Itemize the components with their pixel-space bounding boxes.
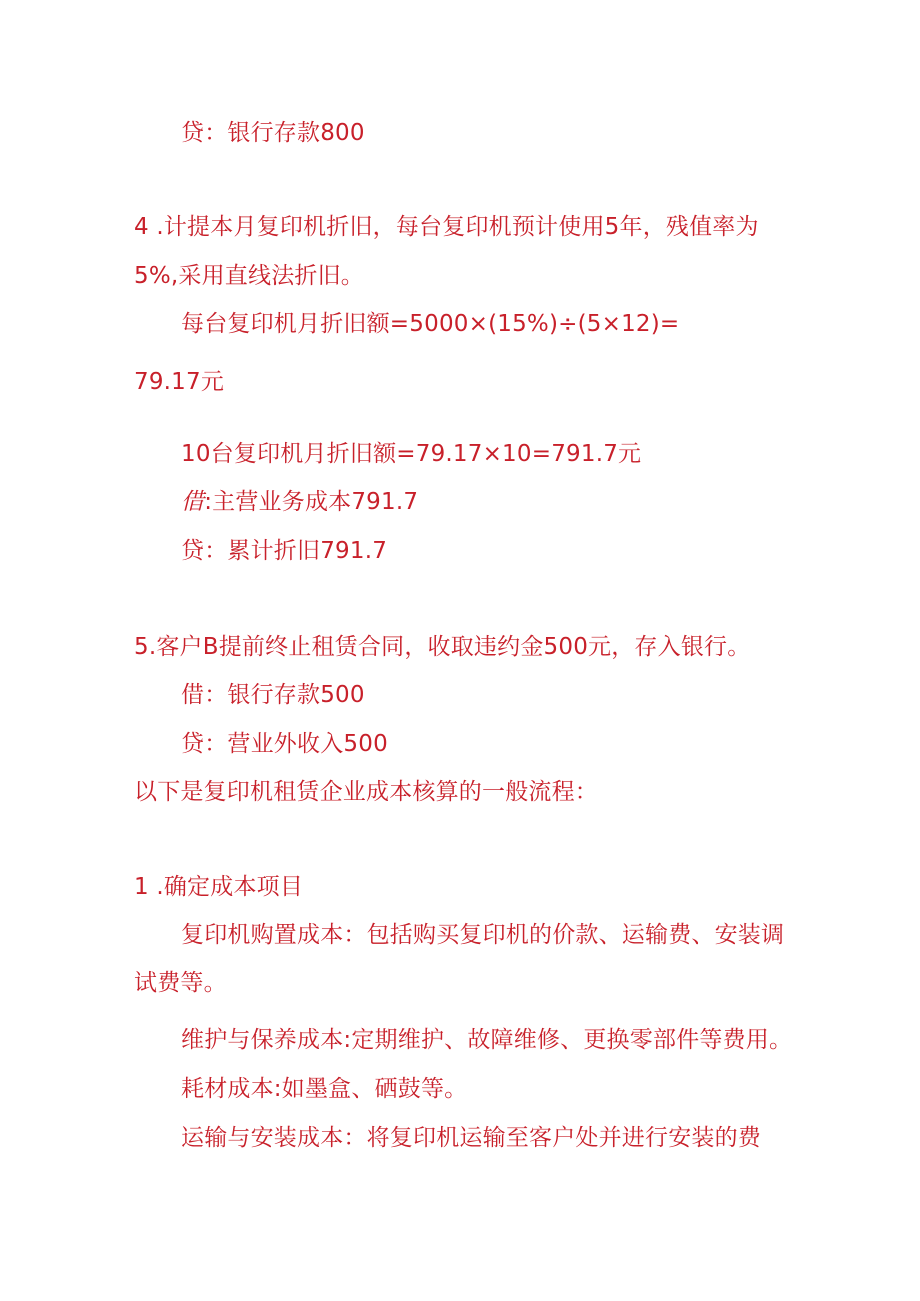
- entry-debit-main-business-cost: [181, 487, 418, 517]
- maintenance-cost-item: 维护与保养成本:定期维护、故障维修、更换零部件等费用。: [181, 1027, 793, 1053]
- step-1-heading: 1 .确定成本项目: [134, 874, 304, 900]
- entry-credit-bank-deposit-800: 贷：银行存款800: [181, 120, 365, 146]
- debit-label: 借: [181, 489, 205, 515]
- item-5-heading: 5.客户B提前终止租赁合同，收取违约金500元，存入银行。: [134, 634, 751, 660]
- item-4-heading-cont: 5%,采用直线法折旧。: [134, 263, 364, 289]
- consumables-cost-item: 耗材成本:如墨盒、硒鼓等。: [181, 1076, 468, 1102]
- depreciation-formula-ten-units: 10台复印机月折旧额=79.17×10=791.7元: [181, 441, 642, 467]
- transport-install-cost-item: 运输与安装成本：将复印机运输至客户处并进行安装的费: [181, 1125, 761, 1151]
- depreciation-result-per-unit: 79.17元: [134, 369, 225, 395]
- purchase-cost-item: 复印机购置成本：包括购买复印机的价款、运输费、安装调: [181, 922, 785, 948]
- item-4-heading: 4 .计提本月复印机折旧，每台复印机预计使用5年，残值率为: [134, 214, 759, 240]
- purchase-cost-item-cont: 试费等。: [134, 970, 227, 996]
- entry-credit-non-operating-income: 贷：营业外收入500: [181, 731, 388, 757]
- depreciation-formula-per-unit: 每台复印机月折旧额=5000×(15%)÷(5×12)=: [181, 311, 680, 337]
- process-intro: 以下是复印机租赁企业成本核算的一般流程：: [134, 779, 598, 805]
- entry-debit-bank-deposit-500: 借：银行存款500: [181, 682, 365, 708]
- debit-text: :主营业务成本791.7: [204, 489, 419, 515]
- entry-credit-accumulated-depreciation: 贷：累计折旧791.7: [181, 538, 388, 564]
